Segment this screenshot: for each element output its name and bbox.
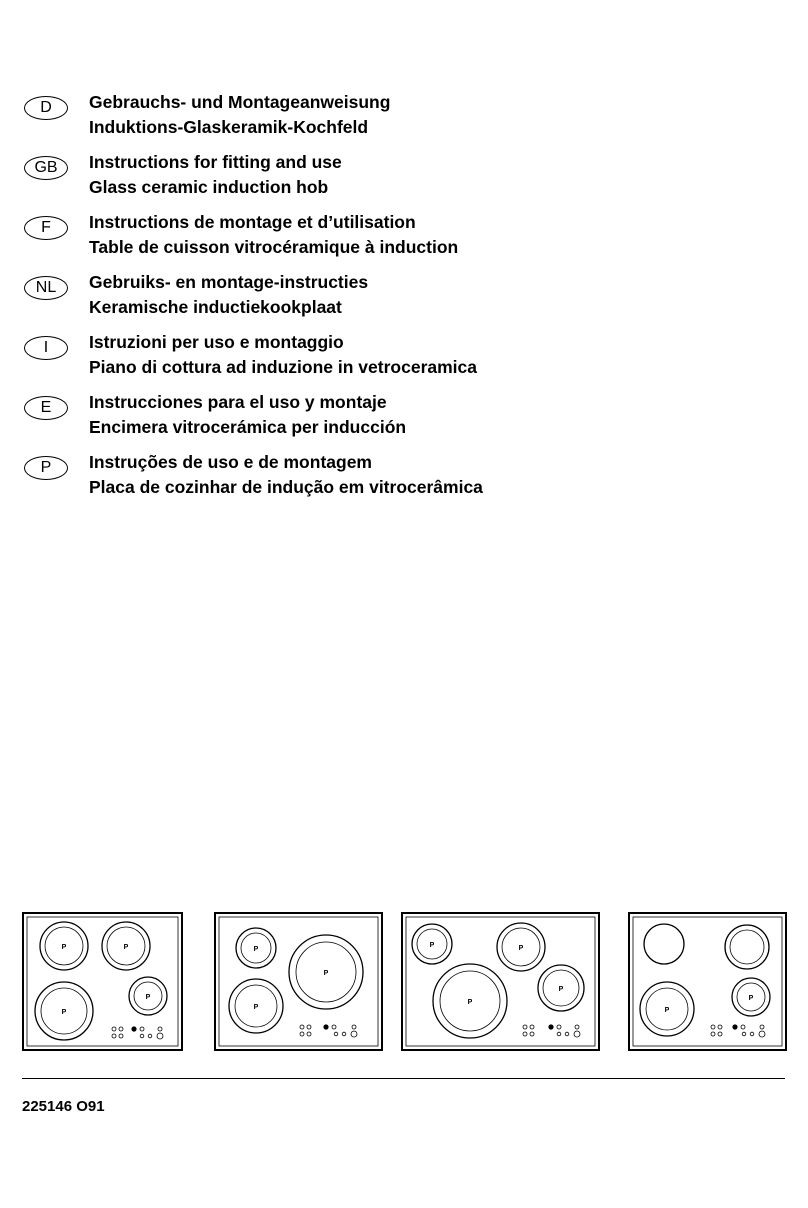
language-badge: F bbox=[24, 216, 68, 240]
zone-label: P bbox=[323, 970, 329, 977]
language-entry-es bbox=[24, 390, 784, 450]
hob-drawing bbox=[214, 910, 384, 1052]
language-badge: NL bbox=[24, 276, 68, 300]
zone-label: P bbox=[748, 995, 754, 1002]
hob-drawing bbox=[401, 910, 601, 1052]
language-title bbox=[89, 210, 458, 260]
zone-label: P bbox=[123, 944, 129, 951]
language-title bbox=[89, 270, 368, 320]
divider-rule bbox=[22, 1078, 785, 1079]
subtitle-line: Encimera vitrocerámica per inducción bbox=[89, 417, 407, 437]
document-number: 225146 O91 bbox=[22, 1098, 105, 1115]
hob-drawing bbox=[628, 910, 788, 1052]
language-badge: E bbox=[24, 396, 68, 420]
title-line: Istruzioni per uso e montaggio bbox=[89, 332, 344, 352]
language-entry-gb bbox=[24, 150, 784, 210]
language-entry-nl bbox=[24, 270, 784, 330]
language-title bbox=[89, 330, 477, 380]
language-entry-fr bbox=[24, 210, 784, 270]
title-line: Instructions for fitting and use bbox=[89, 152, 342, 172]
zone-label: P bbox=[61, 1009, 67, 1016]
zone-label: P bbox=[558, 986, 564, 993]
title-line: Gebruiks- en montage-instructies bbox=[89, 272, 369, 292]
language-entry-pt bbox=[24, 450, 784, 510]
subtitle-line: Table de cuisson vitrocéramique à induction bbox=[89, 237, 459, 257]
title-line: Instructions de montage et d’utilisation bbox=[89, 212, 416, 232]
zone-label: P bbox=[253, 946, 259, 953]
language-entry-de bbox=[24, 90, 784, 150]
hob-illustration-4 bbox=[628, 910, 788, 1052]
subtitle-line: Induktions-Glaskeramik-Kochfeld bbox=[89, 117, 369, 137]
hob-illustrations bbox=[0, 910, 808, 1060]
zone-label: P bbox=[467, 999, 473, 1006]
zone-label: P bbox=[429, 942, 435, 949]
hob-illustration-3 bbox=[401, 910, 601, 1052]
title-line: Instruções de uso e de montagem bbox=[89, 452, 372, 472]
hob-illustration-2 bbox=[214, 910, 384, 1052]
language-badge: I bbox=[24, 336, 68, 360]
language-badge: GB bbox=[24, 156, 68, 180]
zone-label: P bbox=[145, 994, 151, 1001]
hob-drawing bbox=[22, 910, 184, 1052]
title-line: Instrucciones para el uso y montaje bbox=[89, 392, 387, 412]
title-line: Gebrauchs- und Montageanweisung bbox=[89, 92, 391, 112]
language-title bbox=[89, 90, 390, 140]
language-title bbox=[89, 150, 342, 200]
subtitle-line: Placa de cozinhar de indução em vitrocerâmica bbox=[89, 477, 483, 497]
zone-label: P bbox=[518, 945, 524, 952]
zone-label: P bbox=[61, 944, 67, 951]
hob-illustration-1 bbox=[22, 910, 184, 1052]
zone-label: P bbox=[253, 1004, 259, 1011]
language-list bbox=[24, 90, 784, 510]
subtitle-line: Piano di cottura ad induzione in vetroceramica bbox=[89, 357, 477, 377]
language-title bbox=[89, 390, 406, 440]
zone-label: P bbox=[664, 1007, 670, 1014]
language-badge: P bbox=[24, 456, 68, 480]
subtitle-line: Glass ceramic induction hob bbox=[89, 177, 329, 197]
language-title bbox=[89, 450, 483, 500]
subtitle-line: Keramische inductiekookplaat bbox=[89, 297, 342, 317]
language-badge: D bbox=[24, 96, 68, 120]
language-entry-it bbox=[24, 330, 784, 390]
